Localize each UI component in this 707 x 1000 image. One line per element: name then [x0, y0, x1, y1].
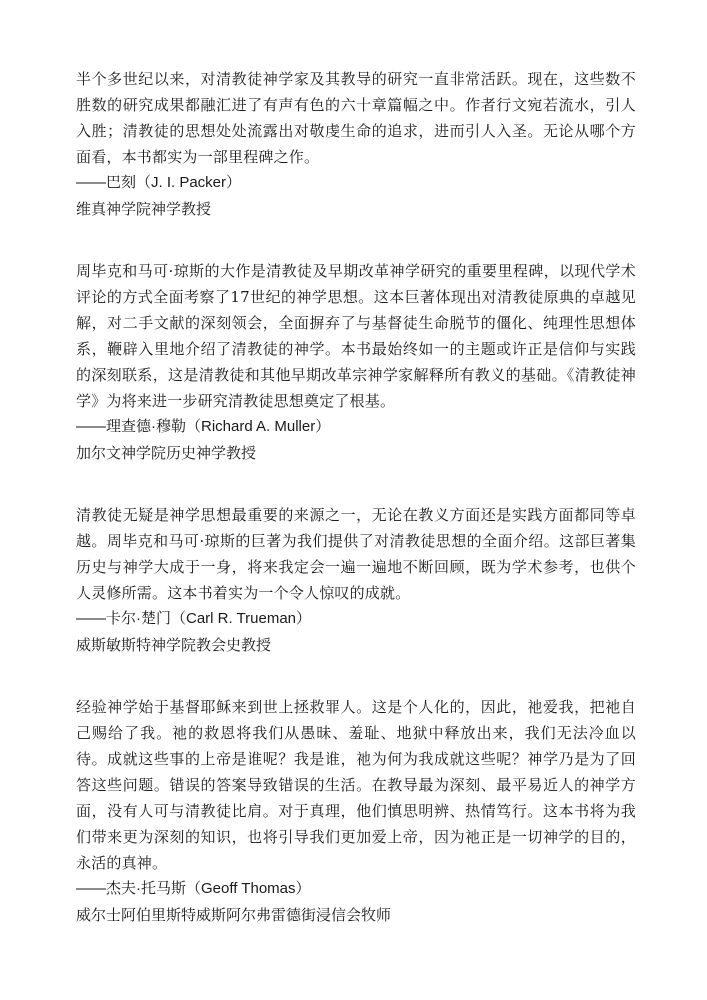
endorsement-author-title: 加尔文神学院历史神学教授 [76, 444, 257, 462]
endorsement-packer [76, 66, 636, 222]
endorsement-author: ——理查德·穆勒（Richard A. Muller） [76, 418, 331, 435]
endorsement-quote: 经验神学始于基督耶稣来到世上拯救罪人。这是个人化的，因此，祂爱我，把祂自己赐给了我。祂的救恩将我们从愚昧、羞耻、地狱中释放出来，我们无法冷血以待。成就这些事的上帝是谁呢？我是谁，祂为何为我成就这些呢？神学乃是为了回答这些问题。错误的答案导致错误的生活。在教导最为深刻、最平易近人的神学方面，没有人可与清教徒比肩。对于真理，他们慎思明辨、热情笃行。这本书将为我们带来更为深刻的知识，也将引导我们更加爱上帝，因为祂正是一切神学的目的，永活的真神。 [76, 698, 636, 872]
endorsement-trueman [76, 502, 636, 658]
endorsement-author: ——卡尔·楚门（Carl R. Trueman） [76, 610, 312, 627]
endorsement-author: ——巴刻（J. I. Packer） [76, 174, 242, 191]
endorsement-author: ——杰夫·托马斯（Geoff Thomas） [76, 880, 311, 897]
endorsement-author-title: 威斯敏斯特神学院教会史教授 [76, 636, 272, 654]
endorsement-thomas [76, 694, 636, 928]
endorsement-author-title: 威尔士阿伯里斯特威斯阿尔弗雷德街浸信会牧师 [76, 906, 392, 924]
endorsement-quote: 周毕克和马可·琼斯的大作是清教徒及早期改革神学研究的重要里程碑，以现代学术评论的方式全面考察了17世纪的神学思想。这本巨著体现出对清教徒原典的卓越见解，对二手文献的深刻领会，全面摒弃了与基督徒生命脱节的僵化、纯理性思想体系，鞭辟入里地介绍了清教徒的神学。本书最始终如一的主题或许正是信仰与实践的深刻联系，这是清教徒和其他早期改革宗神学家解释所有教义的基础。《清教徒神学》为将来进一步研究清教徒思想奠定了根基。 [76, 262, 636, 410]
endorsement-author-title: 维真神学院神学教授 [76, 200, 212, 218]
endorsement-quote: 半个多世纪以来，对清教徒神学家及其教导的研究一直非常活跃。现在，这些数不胜数的研究成果都融汇进了有声有色的六十章篇幅之中。作者行文宛若流水，引人入胜；清教徒的思想处处流露出对敬虔生命的追求，进而引人入圣。无论从哪个方面看，本书都实为一部里程碑之作。 [76, 70, 636, 166]
endorsement-quote: 清教徒无疑是神学思想最重要的来源之一，无论在教义方面还是实践方面都同等卓越。周毕克和马可·琼斯的巨著为我们提供了对清教徒思想的全面介绍。这部巨著集历史与神学大成于一身，将来我定会一遍一遍地不断回顾，既为学术参考，也供个人灵修所需。这本书着实为一个令人惊叹的成就。 [76, 506, 636, 602]
endorsements-page [76, 66, 636, 968]
endorsement-muller [76, 258, 636, 466]
